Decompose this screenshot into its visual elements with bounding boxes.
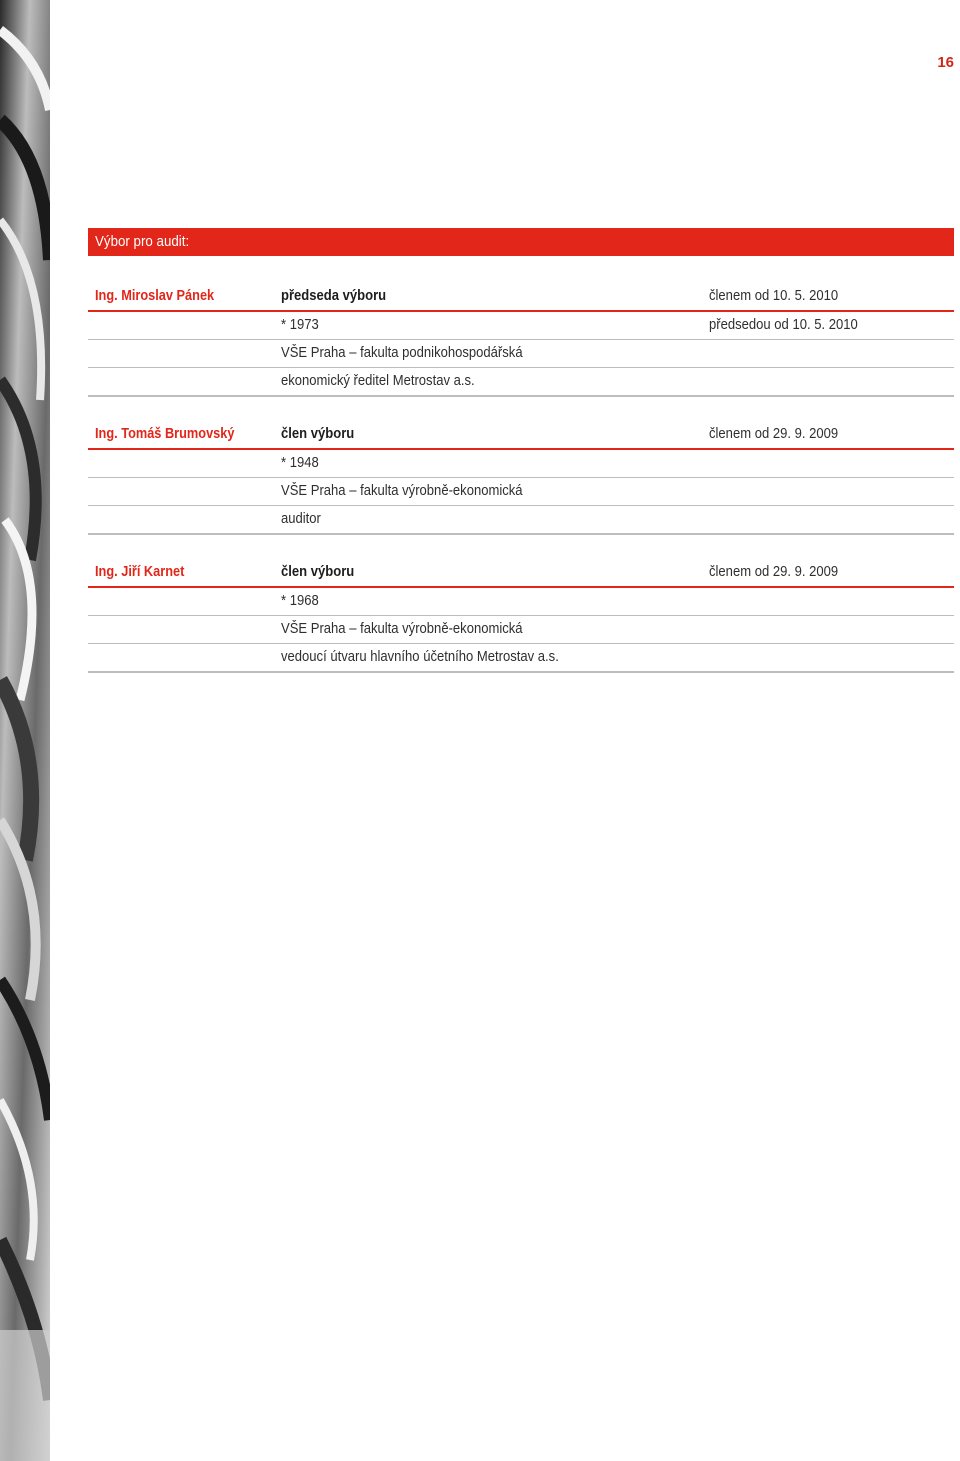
member-entry [88, 283, 954, 397]
member-header-row [88, 283, 954, 312]
member-name: Ing. Jiří Karnet [95, 564, 185, 580]
member-education: VŠE Praha – fakulta podnikohospodářská [281, 345, 523, 361]
section-title: Výbor pro audit: [95, 234, 190, 250]
member-position: vedoucí útvaru hlavního účetního Metrostav a.s. [281, 649, 559, 665]
member-education: VŠE Praha – fakulta výrobně-ekonomická [281, 621, 523, 637]
member-entry [88, 559, 954, 673]
member-since-date: členem od 29. 9. 2009 [709, 564, 839, 580]
member-birth-year: * 1973 [281, 317, 319, 333]
page-number: 16 [937, 54, 954, 71]
member-entry [88, 421, 954, 535]
member-since-date: členem od 10. 5. 2010 [709, 288, 839, 304]
committee-members [88, 283, 954, 697]
member-detail-row [88, 478, 954, 506]
member-detail-row [88, 450, 954, 478]
member-detail-row [88, 506, 954, 535]
member-since-date: členem od 29. 9. 2009 [709, 426, 839, 442]
member-chair-date: předsedou od 10. 5. 2010 [709, 317, 858, 333]
member-name: Ing. Tomáš Brumovský [95, 426, 235, 442]
member-position: auditor [281, 511, 321, 527]
member-education: VŠE Praha – fakulta výrobně-ekonomická [281, 483, 523, 499]
member-role: předseda výboru [281, 288, 387, 304]
member-header-row [88, 559, 954, 588]
member-role: člen výboru [281, 426, 355, 442]
member-position: ekonomický ředitel Metrostav a.s. [281, 373, 475, 389]
member-header-row [88, 421, 954, 450]
section-header-bar [88, 228, 954, 256]
member-detail-row [88, 588, 954, 616]
member-birth-year: * 1968 [281, 593, 319, 609]
member-birth-year: * 1948 [281, 455, 319, 471]
member-detail-row [88, 644, 954, 673]
member-name: Ing. Miroslav Pánek [95, 288, 215, 304]
member-detail-row [88, 616, 954, 644]
member-detail-row [88, 340, 954, 368]
architecture-photo-strip [0, 0, 50, 1461]
spiral-staircase-photo [0, 0, 50, 1461]
member-detail-row [88, 312, 954, 340]
member-detail-row [88, 368, 954, 397]
member-role: člen výboru [281, 564, 355, 580]
